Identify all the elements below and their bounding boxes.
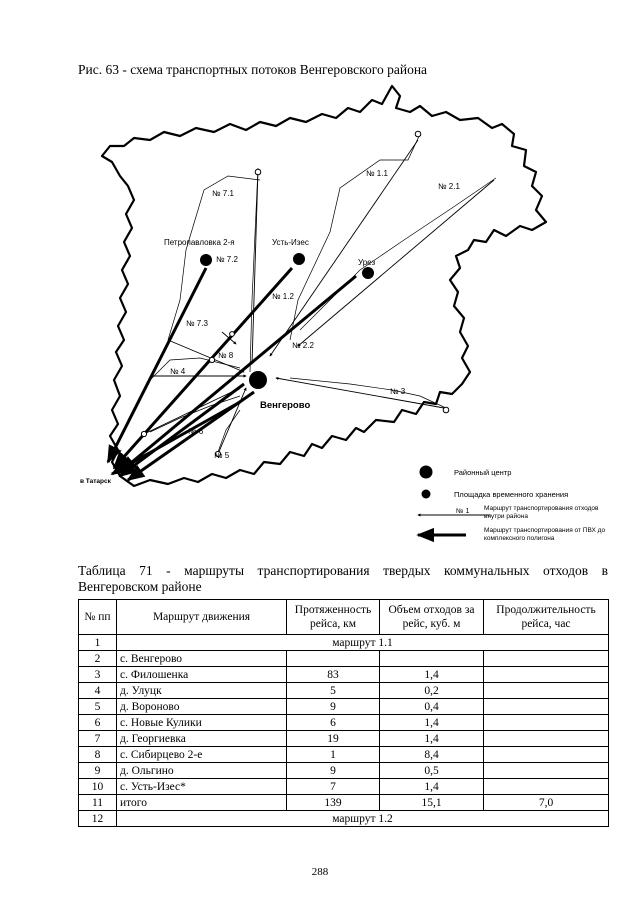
duration-cell xyxy=(484,667,609,683)
district-center-vengerovo xyxy=(249,371,267,389)
row-num-cell: 7 xyxy=(79,731,117,747)
label-r71: № 7.1 xyxy=(212,189,234,198)
length-cell: 1 xyxy=(287,747,380,763)
table-row xyxy=(79,811,609,827)
routes-table xyxy=(78,599,609,827)
route-group-cell: маршрут 1.2 xyxy=(117,811,609,827)
length-cell: 6 xyxy=(287,715,380,731)
legend-district-center-icon xyxy=(420,466,433,479)
label-r11: № 1.1 xyxy=(366,169,388,178)
volume-cell xyxy=(380,651,484,667)
legend-route-within: Маршрут транспортирования отходов внутри района xyxy=(484,505,599,520)
page-number: 288 xyxy=(311,866,329,878)
legend-storage-icon xyxy=(422,490,431,499)
row-num-cell: 9 xyxy=(79,763,117,779)
route-cell: с. Венгерово xyxy=(117,651,287,667)
duration-cell xyxy=(484,683,609,699)
table-row xyxy=(79,683,609,699)
legend-route-sample: № 1 xyxy=(456,508,470,515)
table-row xyxy=(79,635,609,651)
legend-route-to-polygon: Маршрут транспортирования от ПВХ до комплексного полигона xyxy=(484,527,606,542)
volume-cell: 0,5 xyxy=(380,763,484,779)
table-body xyxy=(79,635,609,827)
table-row xyxy=(79,795,609,811)
duration-cell: 7,0 xyxy=(484,795,609,811)
row-num-cell: 2 xyxy=(79,651,117,667)
label-r12: № 1.2 xyxy=(272,292,294,301)
route-group-cell: маршрут 1.1 xyxy=(117,635,609,651)
row-num-cell: 12 xyxy=(79,811,117,827)
length-cell: 7 xyxy=(287,779,380,795)
duration-cell xyxy=(484,763,609,779)
volume-cell: 0,4 xyxy=(380,699,484,715)
volume-cell: 1,4 xyxy=(380,715,484,731)
row-num-cell: 11 xyxy=(79,795,117,811)
duration-cell xyxy=(484,747,609,763)
legend xyxy=(418,466,614,550)
route-cell: с. Усть-Изес* xyxy=(117,779,287,795)
volume-cell: 8,4 xyxy=(380,747,484,763)
route-cell: с. Новые Кулики xyxy=(117,715,287,731)
route-cell: д. Ольгино xyxy=(117,763,287,779)
row-num-cell: 3 xyxy=(79,667,117,683)
header-volume: Объем отходов за рейс, куб. м xyxy=(380,600,484,635)
row-num-cell: 10 xyxy=(79,779,117,795)
legend-storage: Площадка временного хранения xyxy=(454,490,569,499)
legend-district-center: Районный центр xyxy=(454,468,512,477)
length-cell xyxy=(287,651,380,667)
table-header-row xyxy=(79,600,609,635)
label-urez: Урез xyxy=(358,258,376,267)
figure-caption: Рис. 63 - схема транспортных потоков Венгеровского района xyxy=(78,62,428,77)
length-cell: 5 xyxy=(287,683,380,699)
table-row xyxy=(79,747,609,763)
duration-cell xyxy=(484,651,609,667)
table-row xyxy=(79,715,609,731)
length-cell: 83 xyxy=(287,667,380,683)
volume-cell: 1,4 xyxy=(380,667,484,683)
row-num-cell: 6 xyxy=(79,715,117,731)
label-ust-izes: Усть-Изес xyxy=(272,238,309,247)
district-boundary xyxy=(102,86,546,486)
label-r22: № 2.2 xyxy=(292,341,314,350)
volume-cell: 1,4 xyxy=(380,779,484,795)
table-row xyxy=(79,779,609,795)
label-vengerovo: Венгерово xyxy=(260,400,311,411)
polygon-routes xyxy=(108,268,356,480)
label-petropavlovka: Петропавловка 2-я xyxy=(164,238,235,247)
header-duration: Продолжительность рейса, час xyxy=(484,600,609,635)
route-cell: с. Филошенка xyxy=(117,667,287,683)
label-r21: № 2.1 xyxy=(438,182,460,191)
storage-petropavlovka xyxy=(200,254,212,266)
label-r3: № 3 xyxy=(390,387,406,396)
route-cell: итого xyxy=(117,795,287,811)
length-cell: 9 xyxy=(287,699,380,715)
table-row xyxy=(79,651,609,667)
duration-cell xyxy=(484,779,609,795)
row-num-cell: 5 xyxy=(79,699,117,715)
table-row xyxy=(79,667,609,683)
table-row xyxy=(79,731,609,747)
header-length: Протяженность рейса, км xyxy=(287,600,380,635)
route-cell: д. Вороново xyxy=(117,699,287,715)
row-num-cell: 1 xyxy=(79,635,117,651)
label-r8: № 8 xyxy=(218,351,234,360)
header-num: № пп xyxy=(79,600,117,635)
volume-cell: 0,2 xyxy=(380,683,484,699)
volume-cell: 1,4 xyxy=(380,731,484,747)
route-cell: д. Улуцк xyxy=(117,683,287,699)
storage-urez xyxy=(362,267,374,279)
table-row xyxy=(79,699,609,715)
header-route: Маршрут движения xyxy=(117,600,287,635)
table-row xyxy=(79,763,609,779)
volume-cell: 15,1 xyxy=(380,795,484,811)
route-cell: д. Георгиевка xyxy=(117,731,287,747)
table-caption: Таблица 71 - маршруты транспортирования твердых коммунальных отходов в Венгеровском районе xyxy=(78,563,608,594)
duration-cell xyxy=(484,715,609,731)
label-r73: № 7.3 xyxy=(186,319,208,328)
label-r5: № 5 xyxy=(214,451,230,460)
length-cell: 139 xyxy=(287,795,380,811)
length-cell: 19 xyxy=(287,731,380,747)
row-num-cell: 4 xyxy=(79,683,117,699)
storage-ust-izes xyxy=(293,253,305,265)
label-r4: № 4 xyxy=(170,367,186,376)
label-r72: № 7.2 xyxy=(216,255,238,264)
route-cell: с. Сибирцево 2-е xyxy=(117,747,287,763)
row-num-cell: 8 xyxy=(79,747,117,763)
label-tatarsk: в Татарск xyxy=(80,478,111,485)
duration-cell xyxy=(484,731,609,747)
label-r6: № 6 xyxy=(188,427,204,436)
length-cell: 9 xyxy=(287,763,380,779)
duration-cell xyxy=(484,699,609,715)
